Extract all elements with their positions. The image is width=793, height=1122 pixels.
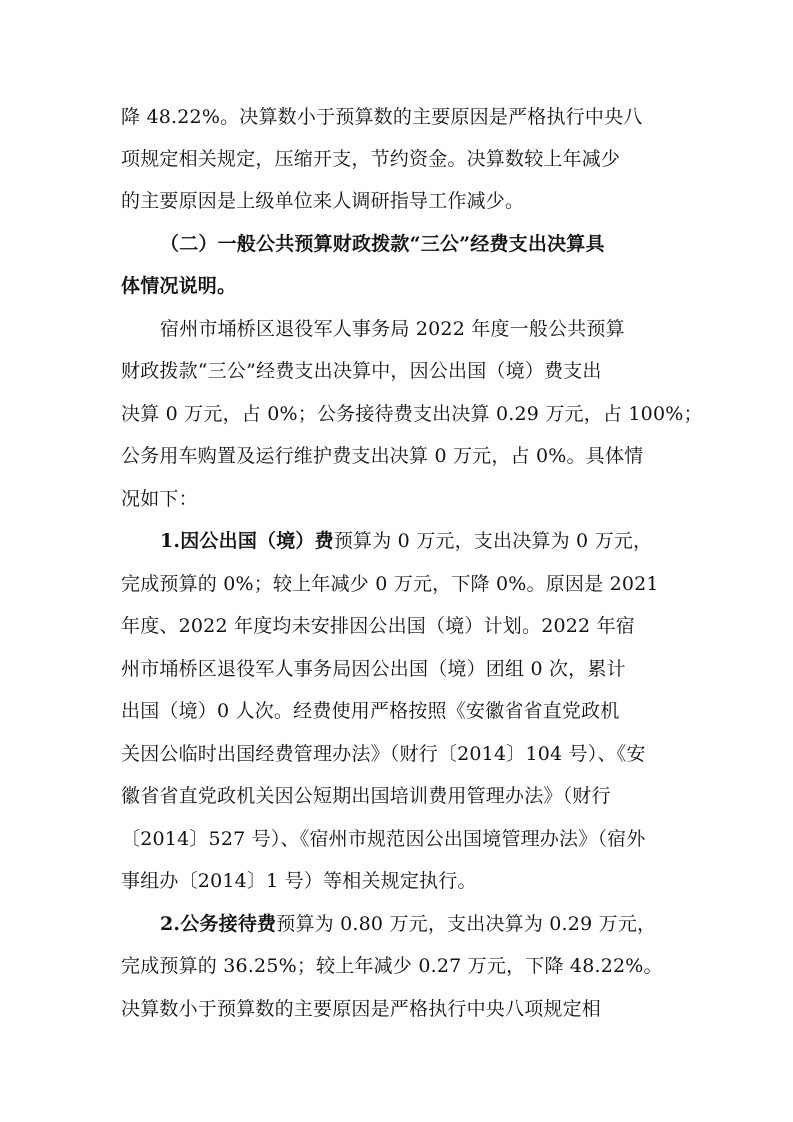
paragraph-line: 的主要原因是上级单位来人调研指导工作减少。 bbox=[121, 190, 525, 212]
paragraph-line: 财政拨款“三公”经费支出决算中，因公出国（境）费支出 bbox=[121, 360, 602, 382]
paragraph-line: 项规定相关规定，压缩开支，节约资金。决算数较上年减少 bbox=[121, 148, 621, 170]
paragraph-line: 决算 0 万元，占 0%；公务接待费支出决算 0.29 万元，占 100%； bbox=[121, 403, 703, 425]
section-heading: （二）一般公共预算财政拨款“三公”经费支出决算具 bbox=[160, 233, 605, 255]
item-1-text: 预算为 0 万元，支出决算为 0 万元， bbox=[333, 530, 653, 552]
paragraph-line: 完成预算的 0%；较上年减少 0 万元，下降 0%。原因是 2021 bbox=[121, 573, 659, 595]
paragraph-line: 事组办〔2014〕1 号）等相关规定执行。 bbox=[121, 870, 477, 892]
item-1-line bbox=[160, 528, 677, 554]
paragraph-line: 出国（境）0 人次。经费使用严格按照《安徽省省直党政机 bbox=[121, 700, 620, 722]
section-heading: 体情况说明。 bbox=[121, 275, 237, 297]
item-2-heading: 2.公务接待费 bbox=[160, 913, 277, 935]
paragraph-line: 关因公临时出国经费管理办法》（财行〔2014〕104 号）、《安 bbox=[121, 743, 646, 765]
paragraph-line: 年度、2022 年度均未安排因公出国（境）计划。2022 年宿 bbox=[121, 615, 635, 637]
item-2-text: 预算为 0.80 万元，支出决算为 0.29 万元， bbox=[276, 913, 657, 935]
paragraph-line: 宿州市埇桥区退役军人事务局 2022 年度一般公共预算 bbox=[160, 318, 625, 340]
paragraph-line: 降 48.22%。决算数小于预算数的主要原因是严格执行中央八 bbox=[121, 106, 643, 128]
paragraph-line: 〔2014〕527 号）、《宿州市规范因公出国境管理办法》（宿外 bbox=[121, 828, 646, 850]
paragraph-line: 公务用车购置及运行维护费支出决算 0 万元，占 0%。具体情 bbox=[121, 445, 644, 467]
item-1-heading: 1.因公出国（境）费 bbox=[160, 530, 334, 552]
paragraph-line: 州市埇桥区退役军人事务局因公出国（境）团组 0 次，累计 bbox=[121, 658, 626, 680]
paragraph-line: 况如下： bbox=[121, 488, 198, 510]
paragraph-line: 徽省省直党政机关因公短期出国培训费用管理办法》（财行 bbox=[121, 785, 611, 807]
paragraph-line: 决算数小于预算数的主要原因是严格执行中央八项规定相 bbox=[121, 998, 602, 1020]
item-2-line bbox=[160, 911, 677, 937]
paragraph-line: 完成预算的 36.25%；较上年减少 0.27 万元，下降 48.22%。 bbox=[121, 955, 663, 977]
